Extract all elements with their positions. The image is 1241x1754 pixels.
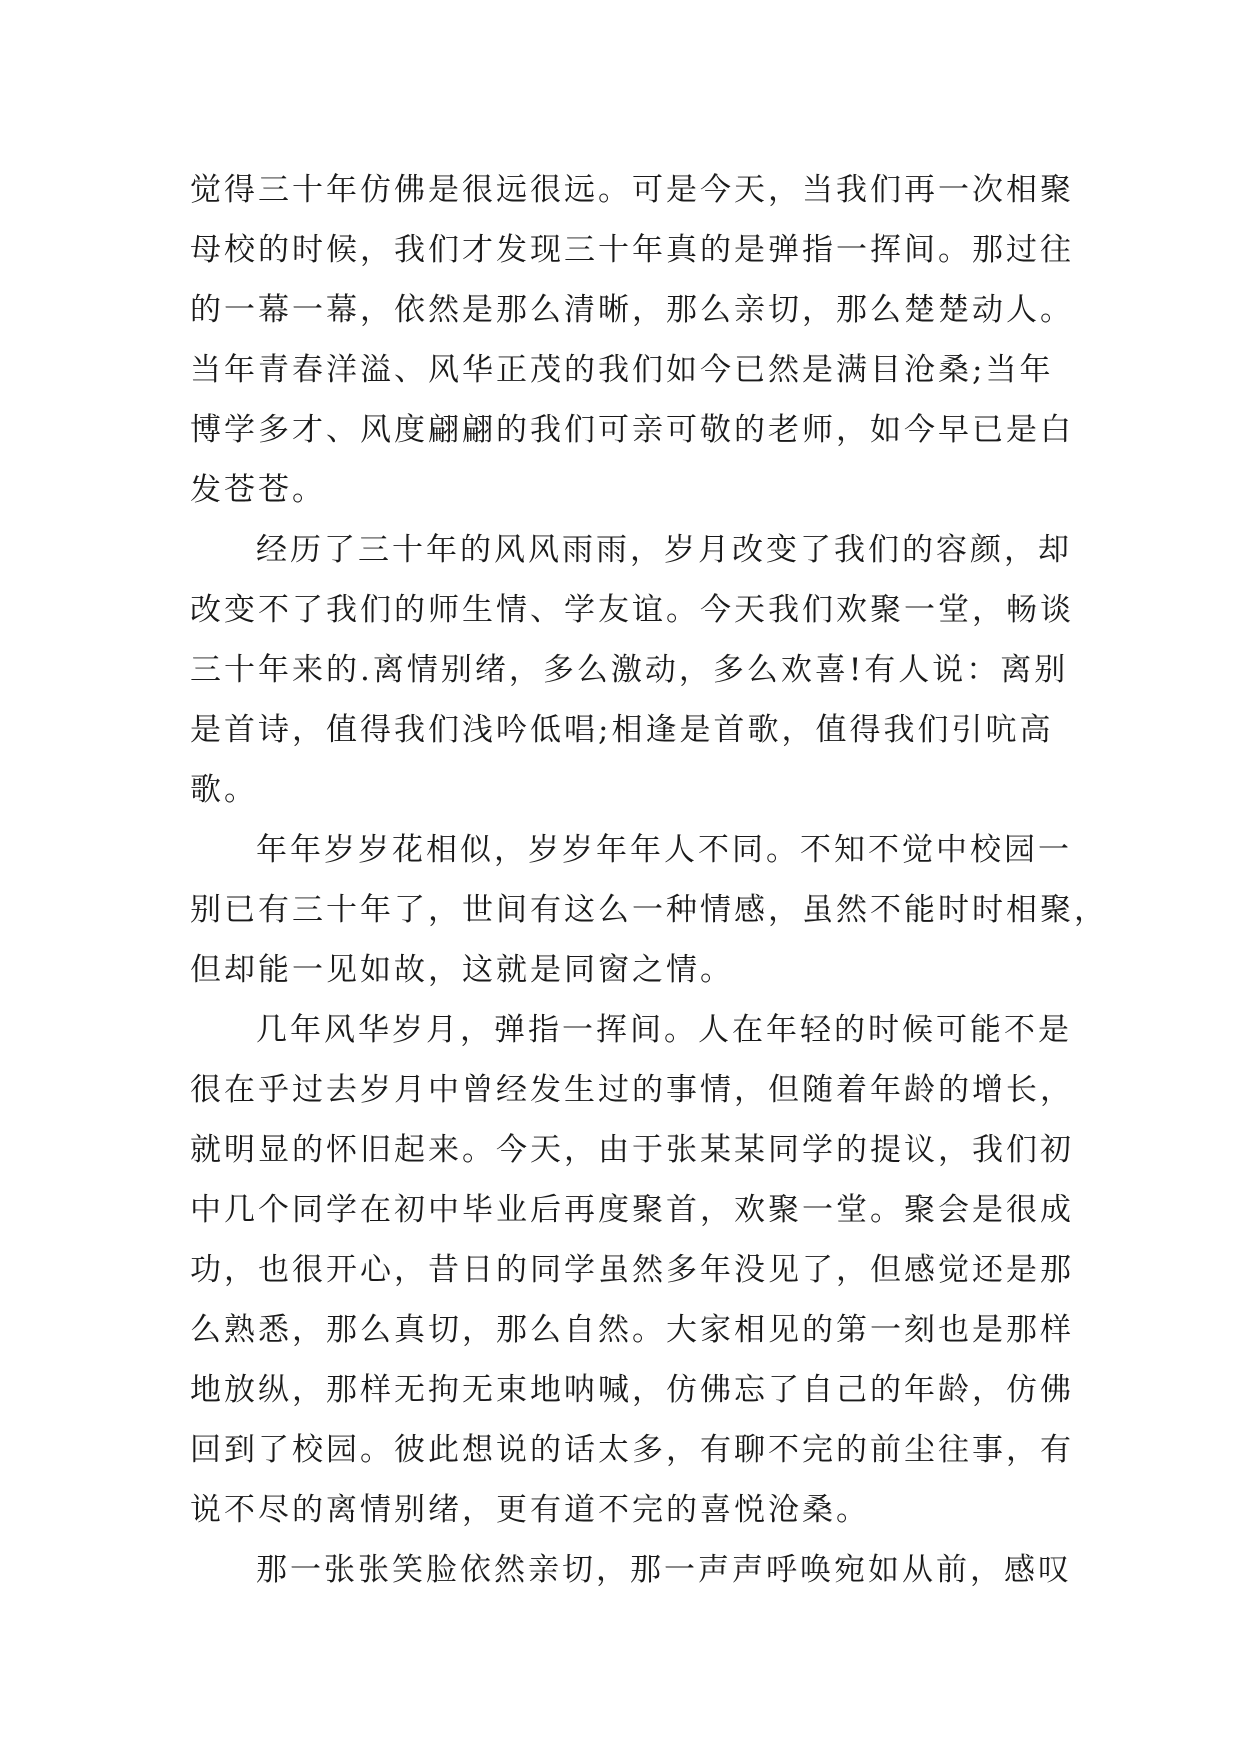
- text-line: 歌。: [190, 772, 258, 808]
- text-line: 说不尽的离情别绪，更有道不完的喜悦沧桑。: [190, 1492, 870, 1528]
- text-line: 中几个同学在初中毕业后再度聚首，欢聚一堂。聚会是很成: [190, 1192, 1074, 1228]
- paragraph-3: [190, 820, 1108, 1000]
- text-line: 三十年来的.离情别绪，多么激动，多么欢喜!有人说：离别: [190, 652, 1069, 688]
- text-line: 年年岁岁花相似，岁岁年年人不同。不知不觉中校园一: [256, 832, 1072, 868]
- text-line: 地放纵，那样无拘无束地呐喊，仿佛忘了自己的年龄，仿佛: [190, 1372, 1074, 1408]
- paragraph-2: [190, 520, 1074, 820]
- text-line: 么熟悉，那么真切，那么自然。大家相见的第一刻也是那样: [190, 1312, 1074, 1348]
- text-line: 很在乎过去岁月中曾经发生过的事情，但随着年龄的增长，: [190, 1072, 1074, 1108]
- text-line: 是首诗，值得我们浅吟低唱;相逢是首歌，值得我们引吭高: [190, 712, 1054, 748]
- text-line: 觉得三十年仿佛是很远很远。可是今天，当我们再一次相聚: [190, 172, 1074, 208]
- paragraph-1: [190, 160, 1074, 520]
- text-line: 别已有三十年了，世间有这么一种情感，虽然不能时时相聚，: [190, 892, 1108, 928]
- text-line: 当年青春洋溢、风华正茂的我们如今已然是满目沧桑;当年: [190, 352, 1054, 388]
- text-line: 改变不了我们的师生情、学友谊。今天我们欢聚一堂，畅谈: [190, 592, 1074, 628]
- text-line: 发苍苍。: [190, 472, 326, 508]
- text-line: 功，也很开心，昔日的同学虽然多年没见了，但感觉还是那: [190, 1252, 1074, 1288]
- text-line: 就明显的怀旧起来。今天，由于张某某同学的提议，我们初: [190, 1132, 1074, 1168]
- paragraph-5: [190, 1540, 1070, 1600]
- text-line: 经历了三十年的风风雨雨，岁月改变了我们的容颜，却: [256, 532, 1072, 568]
- text-line: 的一幕一幕，依然是那么清晰，那么亲切，那么楚楚动人。: [190, 292, 1074, 328]
- document-body: [190, 160, 1108, 1600]
- text-line: 回到了校园。彼此想说的话太多，有聊不完的前尘往事，有: [190, 1432, 1074, 1468]
- text-line: 那一张张笑脸依然亲切，那一声声呼唤宛如从前，感叹: [256, 1552, 1072, 1588]
- text-line: 博学多才、风度翩翩的我们可亲可敬的老师，如今早已是白: [190, 412, 1074, 448]
- text-line: 但却能一见如故，这就是同窗之情。: [190, 952, 734, 988]
- text-line: 母校的时候，我们才发现三十年真的是弹指一挥间。那过往: [190, 232, 1074, 268]
- paragraph-4: [190, 1000, 1074, 1540]
- text-line: 几年风华岁月，弹指一挥间。人在年轻的时候可能不是: [256, 1012, 1072, 1048]
